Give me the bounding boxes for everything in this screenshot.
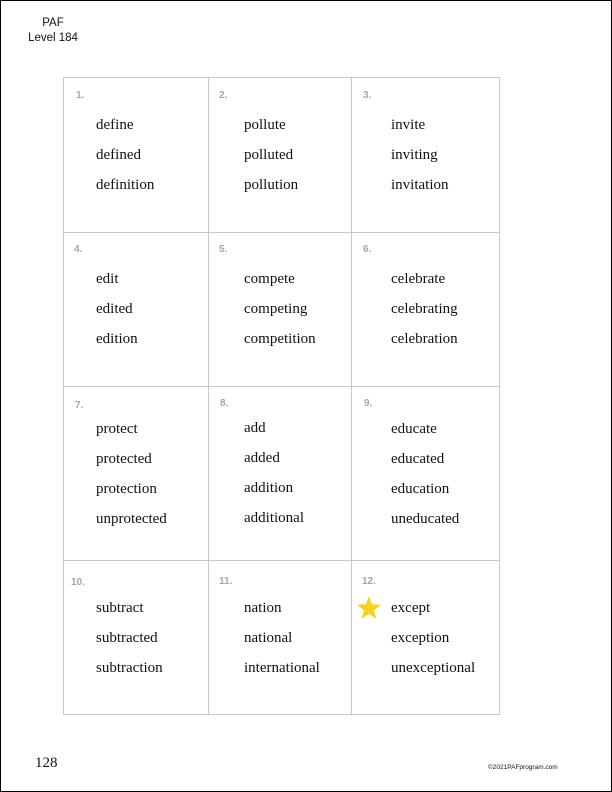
word: uneducated (391, 511, 460, 527)
level-label: Level 184 (28, 32, 78, 44)
word: educate (391, 421, 437, 437)
word: national (244, 630, 293, 646)
word: edited (96, 301, 133, 317)
cell-number: 11. (219, 576, 233, 587)
page-number: 128 (35, 755, 58, 771)
header (18, 16, 88, 46)
grid-divider (64, 386, 499, 387)
word: exception (391, 630, 450, 646)
word: protection (96, 481, 157, 497)
cell-number: 4. (74, 244, 83, 255)
cell-number: 2. (219, 90, 228, 101)
cell-number: 9. (364, 398, 373, 409)
grid-divider (208, 78, 209, 714)
star-shape (357, 596, 381, 619)
word: unexceptional (391, 660, 476, 676)
word: competition (244, 331, 316, 347)
star-icon (356, 595, 382, 621)
word: invitation (391, 177, 449, 193)
word: polluted (244, 147, 294, 163)
word: add (244, 420, 266, 436)
word: unprotected (96, 511, 167, 527)
word: invite (391, 117, 426, 133)
word-grid (63, 77, 500, 715)
word: pollution (244, 177, 299, 193)
word: educated (391, 451, 445, 467)
word: celebration (391, 331, 458, 347)
word: subtracted (96, 630, 158, 646)
word: edition (96, 331, 138, 347)
word: pollute (244, 117, 286, 133)
grid-divider (64, 232, 499, 233)
word: celebrate (391, 271, 446, 287)
word: education (391, 481, 450, 497)
word: definition (96, 177, 155, 193)
word: addition (244, 480, 294, 496)
grid-divider (64, 560, 499, 561)
cell-number: 1. (76, 90, 85, 101)
word: international (244, 660, 320, 676)
word: compete (244, 271, 295, 287)
word: define (96, 117, 134, 133)
cell-number: 6. (363, 244, 372, 255)
word: subtraction (96, 660, 163, 676)
cell-number: 7. (75, 400, 84, 411)
word: protected (96, 451, 152, 467)
word: defined (96, 147, 141, 163)
word: competing (244, 301, 308, 317)
word: celebrating (391, 301, 458, 317)
word: protect (96, 421, 138, 437)
word: additional (244, 510, 304, 526)
word: added (244, 450, 280, 466)
cell-number: 8. (220, 398, 229, 409)
copyright: ©2021PAFprogram.com (488, 764, 558, 771)
word: except (391, 600, 431, 616)
grid-divider (351, 78, 352, 714)
word: edit (96, 271, 119, 287)
cell-number: 3. (363, 90, 372, 101)
word: inviting (391, 147, 438, 163)
cell-number: 5. (219, 244, 228, 255)
cell-number: 10. (71, 577, 85, 588)
word: nation (244, 600, 282, 616)
word: subtract (96, 600, 144, 616)
cell-number: 12. (362, 576, 376, 587)
program-name: PAF (42, 17, 64, 29)
